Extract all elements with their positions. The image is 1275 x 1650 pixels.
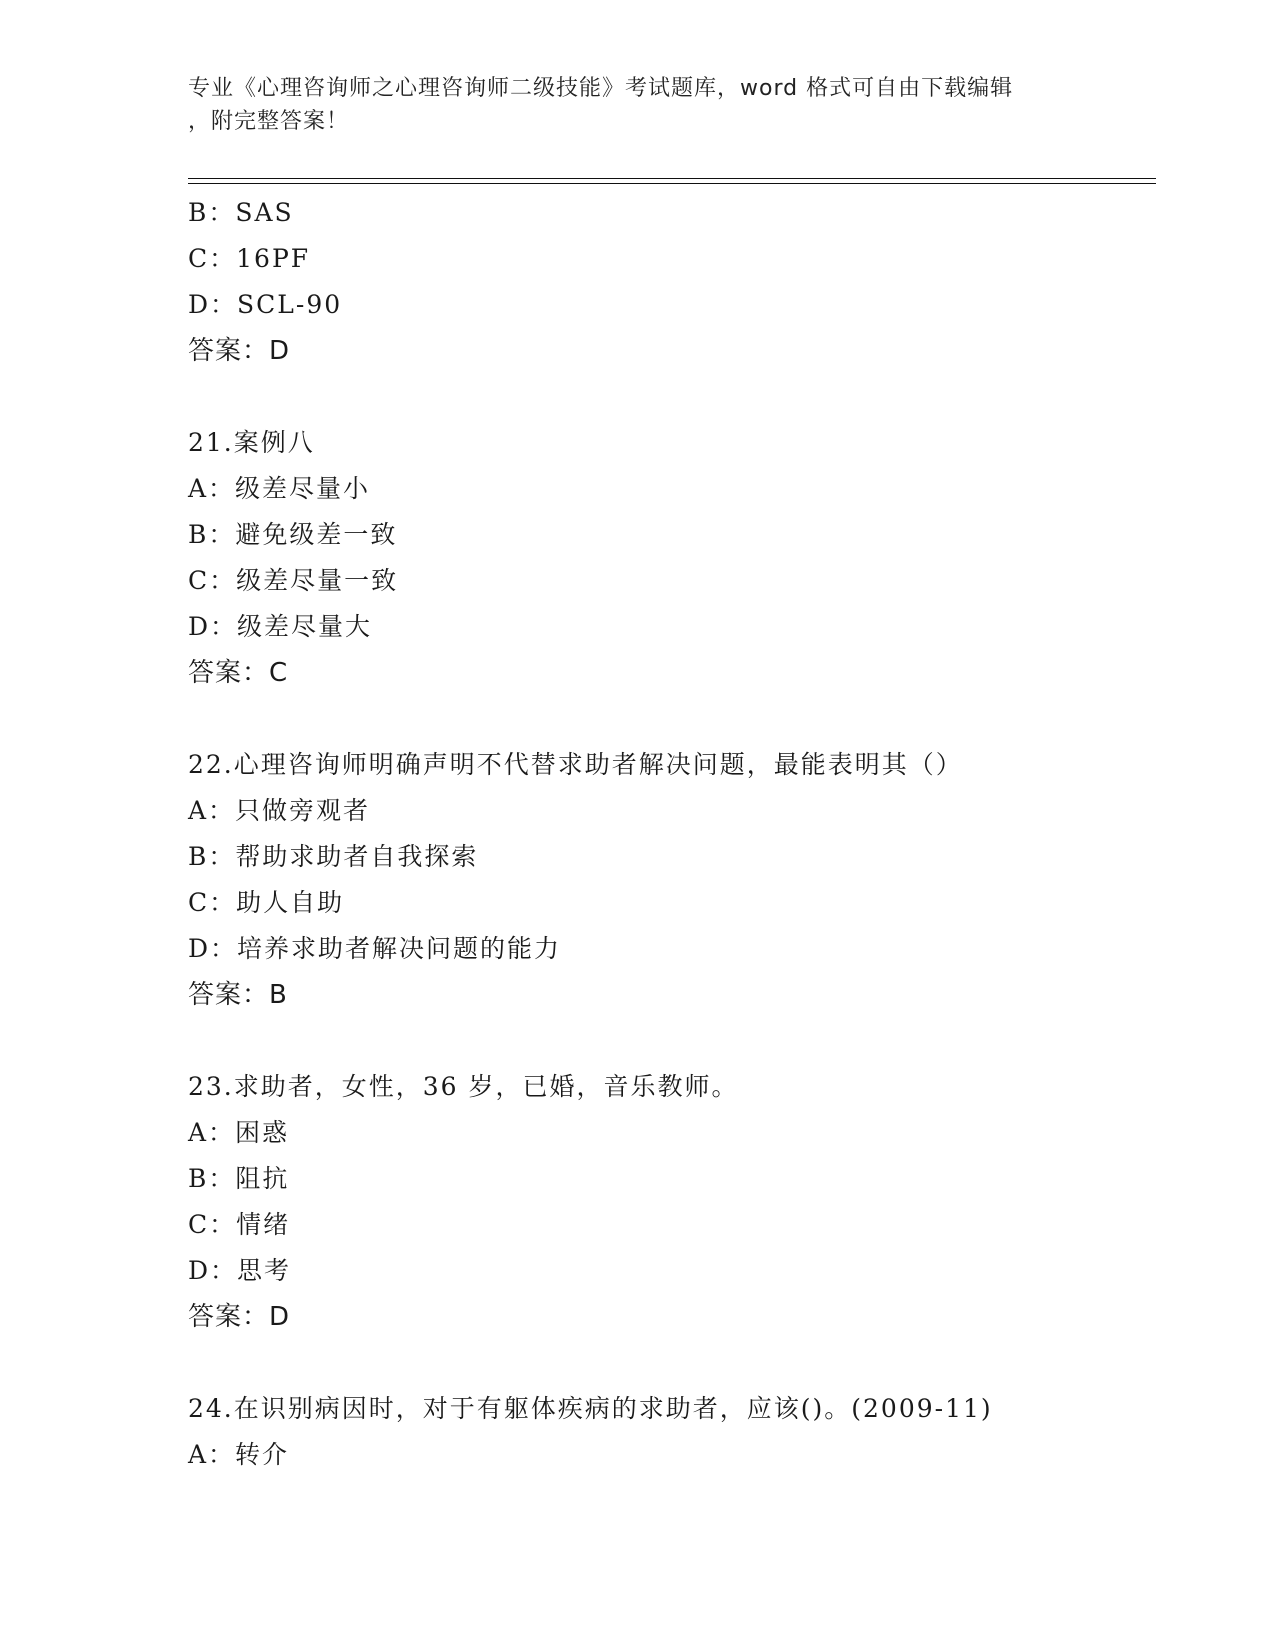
answer-line: 答案：D xyxy=(188,1302,291,1332)
option-c: C：情绪 xyxy=(188,1210,291,1239)
option-b: B：SAS xyxy=(188,198,294,227)
option-d: D：思考 xyxy=(188,1256,292,1285)
answer-line: 答案：D xyxy=(188,336,291,366)
option-a: A：转介 xyxy=(188,1440,290,1469)
question-block-22 xyxy=(188,742,1156,1018)
question-stem: 21.案例八 xyxy=(188,428,315,457)
spacer xyxy=(188,1018,1156,1064)
option-d: D：级差尽量大 xyxy=(188,612,373,641)
option-c: C：助人自助 xyxy=(188,888,345,917)
spacer xyxy=(188,696,1156,742)
spacer xyxy=(188,374,1156,420)
header-line-1: 专业《心理咨询师之心理咨询师二级技能》考试题库，word 格式可自由下载编辑 xyxy=(188,76,1014,101)
question-block-24 xyxy=(188,1386,1156,1478)
question-block-partial xyxy=(188,190,1156,374)
header-divider-top xyxy=(188,178,1156,179)
question-stem: 22.心理咨询师明确声明不代替求助者解决问题，最能表明其（） xyxy=(188,750,963,779)
answer-line: 答案：B xyxy=(188,980,288,1010)
question-list xyxy=(188,190,1156,1478)
document-header xyxy=(188,72,1068,138)
option-b: B：帮助求助者自我探索 xyxy=(188,842,479,871)
option-a: A：困惑 xyxy=(188,1118,290,1147)
header-divider-bottom xyxy=(188,183,1156,184)
question-stem: 23.求助者，女性，36 岁，已婚，音乐教师。 xyxy=(188,1072,739,1101)
option-a: A：只做旁观者 xyxy=(188,796,371,825)
question-block-21 xyxy=(188,420,1156,696)
option-a: A：级差尽量小 xyxy=(188,474,371,503)
question-block-23 xyxy=(188,1064,1156,1340)
header-line-2: ，附完整答案！ xyxy=(188,109,350,134)
option-d: D：培养求助者解决问题的能力 xyxy=(188,934,562,963)
option-c: C：16PF xyxy=(188,244,311,273)
answer-line: 答案：C xyxy=(188,658,289,688)
question-stem: 24.在识别病因时，对于有躯体疾病的求助者，应该()。(2009-11) xyxy=(188,1394,993,1423)
option-d: D：SCL-90 xyxy=(188,290,343,319)
option-b: B：阻抗 xyxy=(188,1164,290,1193)
option-b: B：避免级差一致 xyxy=(188,520,398,549)
spacer xyxy=(188,1340,1156,1386)
option-c: C：级差尽量一致 xyxy=(188,566,399,595)
